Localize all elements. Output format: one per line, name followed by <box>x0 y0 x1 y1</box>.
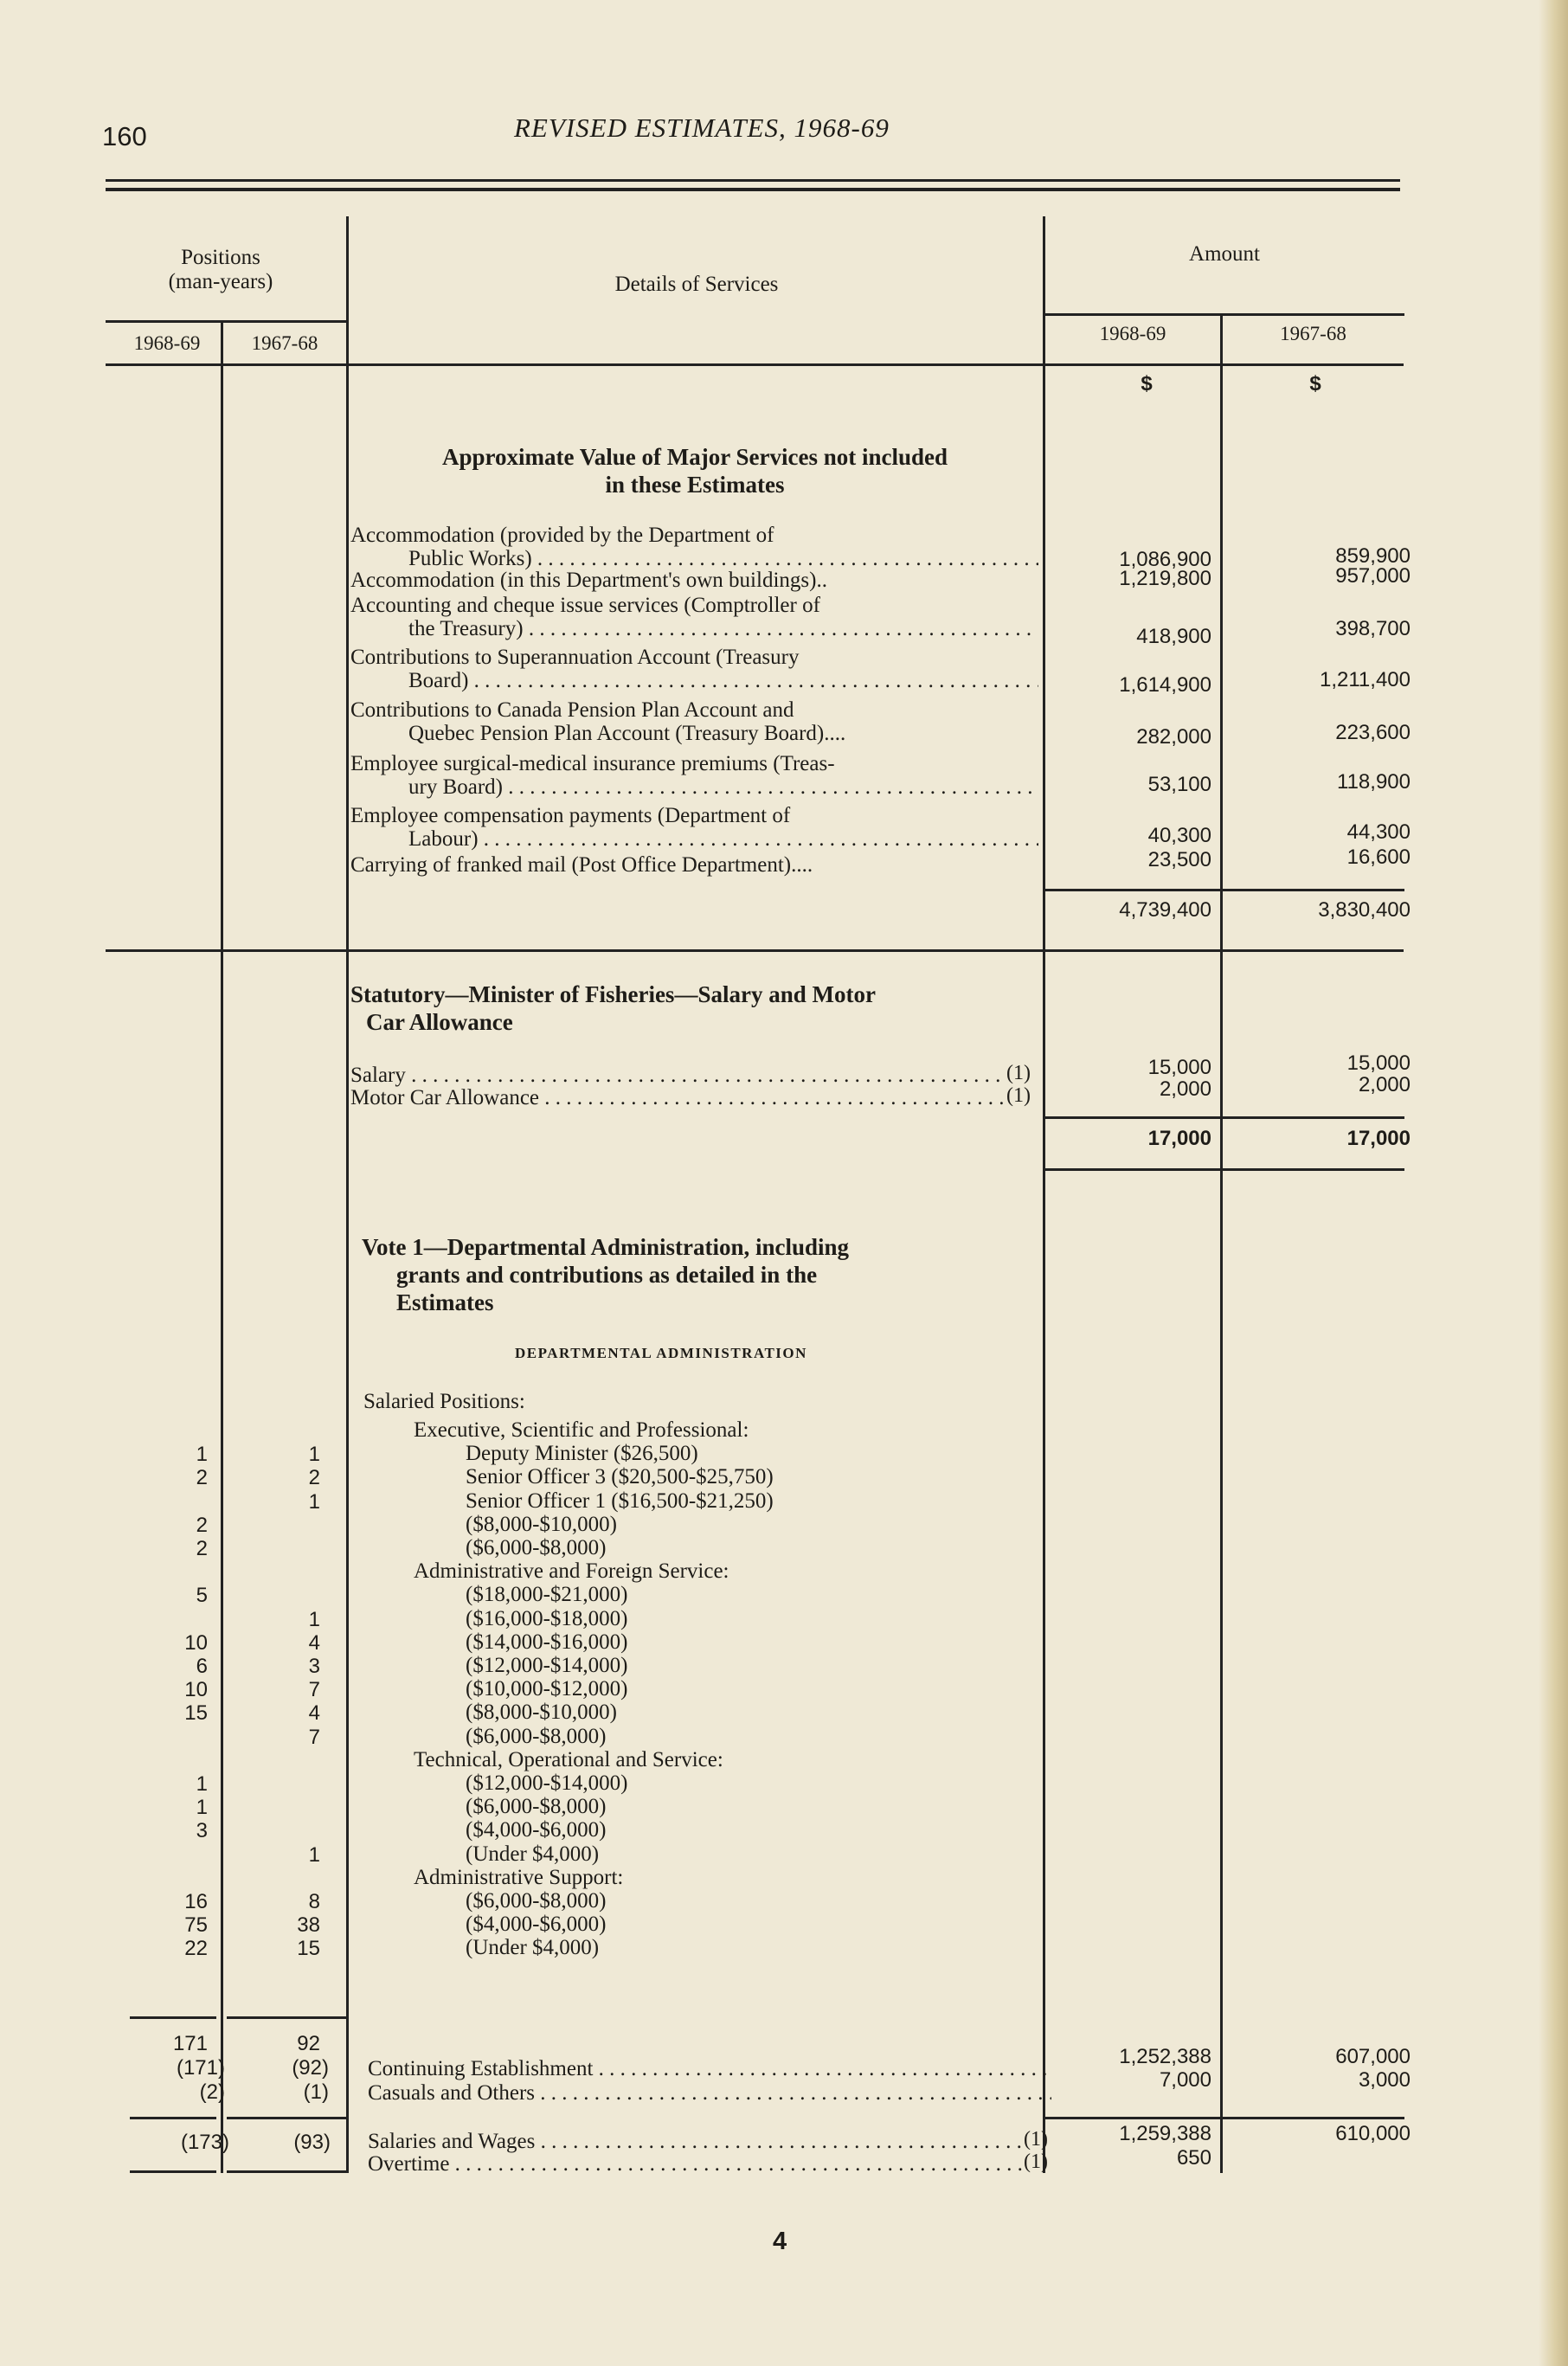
sec3-row-pos-1968: 2 <box>196 1514 208 1537</box>
top-rule-thick <box>106 188 1400 191</box>
sec3-row-pos-1967: 7 <box>308 1678 320 1701</box>
col-line-amounts <box>1220 313 1223 2173</box>
positions-header-rule <box>106 320 346 323</box>
ot-a: 650 <box>1176 2146 1211 2170</box>
header-positions-1967: 1967-68 <box>251 332 318 354</box>
sec3-row-pos-1967: 1 <box>308 1490 320 1514</box>
header-bottom-rule <box>106 363 1404 366</box>
cas-p2: (1) <box>303 2080 329 2104</box>
sec2-total-rule <box>1043 1116 1404 1119</box>
cont-label <box>368 2056 1051 2081</box>
sec1-row-7-b: 44,300 <box>1346 820 1411 844</box>
sec1-row-2-a: 1,219,800 <box>1119 567 1211 590</box>
running-title: REVISED ESTIMATES, 1968-69 <box>514 113 890 143</box>
sec1-row-4-b: 1,211,400 <box>1320 668 1411 691</box>
header-man-years: (man-years) <box>168 270 273 293</box>
sec2-title-line1: Statutory—Minister of Fisheries—Salary and Motor <box>350 981 876 1007</box>
sec1-total-b: 3,830,400 <box>1318 898 1411 922</box>
header-details: Details of Services <box>614 273 779 296</box>
sec3-subhead: DEPARTMENTAL ADMINISTRATION <box>515 1345 807 1361</box>
col-line-positions <box>221 320 223 2173</box>
sec2-row-1-label-text: Salary <box>350 1064 406 1087</box>
sec3-row-label: (Under $4,000) <box>466 1936 600 1959</box>
sec2-title-line2: Car Allowance <box>366 1009 513 1035</box>
sw-b: 610,000 <box>1335 2122 1411 2145</box>
cas-label-text: Casuals and Others <box>368 2081 536 2105</box>
sec3-row-label: ($12,000-$14,000) <box>466 1771 628 1795</box>
sec3-row-label: Senior Officer 1 ($16,500-$21,250) <box>466 1489 774 1513</box>
header-amount-1967: 1967-68 <box>1280 323 1346 344</box>
sec3-row-pos-1968: 15 <box>184 1701 208 1725</box>
sec2-bottom-rule <box>1043 1168 1404 1171</box>
sec1-row-6-line2-text: ury Board) <box>408 775 503 799</box>
sec1-row-6-line1: Employee surgical-medical insurance premiums (Treas- <box>350 752 835 775</box>
sec1-row-6-a: 53,100 <box>1147 773 1211 796</box>
amount-header-rule <box>1043 313 1404 316</box>
ot-rule-2 <box>227 2170 346 2173</box>
sec3-row-label: ($4,000-$6,000) <box>466 1818 607 1842</box>
sec1-row-8-b: 16,600 <box>1346 845 1411 869</box>
sec1-row-7-a: 40,300 <box>1147 824 1211 847</box>
sec2-row-1-ref: (1) <box>1006 1062 1031 1084</box>
ot-label-text: Overtime <box>368 2152 450 2176</box>
header-positions: Positions <box>181 246 260 269</box>
sec3-row-label: Senior Officer 3 ($20,500-$25,750) <box>466 1465 774 1488</box>
col-line-details-right <box>1043 216 1045 2173</box>
pos-total-rule-1 <box>130 2016 216 2019</box>
col-line-details-left <box>346 216 349 2173</box>
sec1-row-1-a: 1,086,900 <box>1119 548 1211 571</box>
sw-rule-amount <box>1043 2117 1404 2119</box>
sec3-row-label: ($6,000-$8,000) <box>466 1795 607 1818</box>
sec3-row-pos-1968: 2 <box>196 1537 208 1560</box>
sec3-row-label: Deputy Minister ($26,500) <box>466 1442 698 1465</box>
page-number: 160 <box>102 121 147 151</box>
page-edge-shadow <box>1539 0 1568 2366</box>
sec1-title-line1: Approximate Value of Major Services not included <box>442 444 948 470</box>
sec3-row-label: ($14,000-$16,000) <box>466 1630 628 1654</box>
sec3-row-pos-1968: 1 <box>196 1772 208 1796</box>
currency-1967: $ <box>1309 372 1321 395</box>
sec1-row-3-line2-text: the Treasury) <box>408 617 524 640</box>
sec3-row-pos-1967: 1 <box>308 1443 320 1466</box>
sec1-row-7-line2 <box>408 826 1038 852</box>
top-rule <box>106 179 1400 182</box>
sec1-row-2-b: 957,000 <box>1335 564 1411 588</box>
sec3-row-label: ($4,000-$6,000) <box>466 1913 607 1936</box>
header-amount: Amount <box>1189 242 1260 266</box>
sw-a: 1,259,388 <box>1119 2122 1211 2145</box>
sec3-row-label: Technical, Operational and Service: <box>414 1748 723 1771</box>
sec3-row-pos-1967: 3 <box>308 1655 320 1678</box>
header-amount-1968: 1968-69 <box>1099 323 1166 344</box>
sec3-row-pos-1967: 2 <box>308 1466 320 1489</box>
cont-b: 607,000 <box>1335 2045 1411 2068</box>
sec1-row-5-line1: Contributions to Canada Pension Plan Account and <box>350 698 794 722</box>
sec1-title <box>350 443 1040 498</box>
tot-p1: 171 <box>172 2032 208 2055</box>
sw-rule-1 <box>130 2117 216 2119</box>
sec3-row-pos-1968: 6 <box>196 1655 208 1678</box>
sec1-row-7-line2-text: Labour) <box>408 827 479 851</box>
sec3-salaried-label: Salaried Positions: <box>363 1390 525 1413</box>
sw-ref: (1) <box>1024 2128 1048 2151</box>
sec2-row-1-b: 15,000 <box>1346 1051 1411 1075</box>
sec3-title-line3: Estimates <box>396 1289 494 1315</box>
cas-a: 7,000 <box>1159 2068 1211 2092</box>
sec3-row-label: ($6,000-$8,000) <box>466 1725 607 1748</box>
sw-label-text: Salaries and Wages <box>368 2130 536 2153</box>
sec3-title-line2: grants and contributions as detailed in the <box>396 1262 818 1288</box>
sec3-row-pos-1967: 8 <box>308 1890 320 1913</box>
sec2-row-2-a: 2,000 <box>1159 1077 1211 1101</box>
sec1-row-3-line1: Accounting and cheque issue services (Comptroller of <box>350 594 820 617</box>
sec3-title <box>362 1233 1054 1316</box>
header-positions-1968: 1968-69 <box>133 332 201 354</box>
cont-p2: (92) <box>292 2056 329 2080</box>
sec3-row-pos-1967: 4 <box>308 1701 320 1725</box>
sec2-title <box>350 980 1043 1036</box>
sec1-row-5-b: 223,600 <box>1335 721 1411 744</box>
sec3-row-pos-1968: 3 <box>196 1819 208 1842</box>
sec3-title-line1: Vote 1—Departmental Administration, including <box>362 1234 850 1260</box>
sec2-row-2-label <box>350 1085 1006 1110</box>
sec3-row-pos-1967: 4 <box>308 1631 320 1655</box>
sec3-row-pos-1968: 75 <box>184 1913 208 1937</box>
sec1-row-3-a: 418,900 <box>1136 625 1211 648</box>
sw-label <box>368 2129 1024 2154</box>
sec2-total-a: 17,000 <box>1147 1127 1211 1150</box>
cont-label-text: Continuing Establishment <box>368 2057 594 2080</box>
cas-b: 3,000 <box>1358 2068 1411 2092</box>
sec3-row-pos-1968: 5 <box>196 1584 208 1607</box>
sec1-row-6-line2 <box>408 775 1038 800</box>
sec1-bottom-rule <box>106 949 1404 952</box>
sec3-row-pos-1968: 22 <box>184 1937 208 1960</box>
sec3-row-label: ($10,000-$12,000) <box>466 1677 628 1701</box>
sec1-row-7-line1: Employee compensation payments (Department of <box>350 804 791 827</box>
sec1-row-3-line2 <box>408 616 1038 641</box>
sw-p1: (173) <box>180 2131 229 2154</box>
sec3-row-pos-1967: 1 <box>308 1843 320 1867</box>
sec3-row-pos-1968: 16 <box>184 1890 208 1913</box>
sec3-row-pos-1968: 1 <box>196 1443 208 1466</box>
currency-1968: $ <box>1141 372 1153 395</box>
ot-label <box>368 2151 1024 2176</box>
cont-a: 1,252,388 <box>1119 2045 1211 2068</box>
sec3-row-label: Administrative and Foreign Service: <box>414 1559 729 1583</box>
sec3-row-pos-1967: 15 <box>297 1937 320 1960</box>
page-footer-number: 4 <box>773 2228 787 2255</box>
pos-total-rule-2 <box>227 2016 346 2019</box>
sec3-row-label: ($16,000-$18,000) <box>466 1607 628 1630</box>
sec3-row-label: ($18,000-$21,000) <box>466 1583 628 1606</box>
sec3-row-pos-1967: 38 <box>297 1913 320 1937</box>
sec1-row-3-b: 398,700 <box>1335 617 1411 640</box>
sec2-row-2-ref: (1) <box>1006 1084 1031 1107</box>
sec3-row-label: (Under $4,000) <box>466 1842 600 1866</box>
sec1-total-a: 4,739,400 <box>1119 898 1211 922</box>
sec1-row-4-line2-text: Board) <box>408 669 469 692</box>
sec3-row-label: ($8,000-$10,000) <box>466 1513 617 1536</box>
sec2-row-2-label-text: Motor Car Allowance <box>350 1086 540 1109</box>
sec1-row-1-line1: Accommodation (provided by the Department of <box>350 524 774 547</box>
sec2-row-2-b: 2,000 <box>1358 1073 1411 1096</box>
sec1-title-line2: in these Estimates <box>605 472 785 498</box>
sec1-row-1-line2-text: Public Works) <box>408 547 532 570</box>
sw-p2: (93) <box>293 2131 331 2154</box>
sec1-row-1-b: 859,900 <box>1335 544 1411 568</box>
sec3-row-label: Executive, Scientific and Professional: <box>414 1418 749 1442</box>
sw-rule-2 <box>227 2117 346 2119</box>
tot-p2: 92 <box>297 2032 320 2055</box>
sec1-row-6-b: 118,900 <box>1337 770 1411 794</box>
sec2-row-1-a: 15,000 <box>1147 1056 1211 1079</box>
sec3-row-label: ($8,000-$10,000) <box>466 1701 617 1724</box>
sec3-row-pos-1968: 10 <box>184 1678 208 1701</box>
sec3-row-label: ($12,000-$14,000) <box>466 1654 628 1677</box>
ot-ref: (1) <box>1024 2151 1048 2173</box>
ot-rule-1 <box>130 2170 216 2173</box>
cas-label <box>368 2080 1051 2106</box>
sec1-row-4-line1: Contributions to Superannuation Account (Treasury <box>350 646 800 669</box>
sec1-row-2-line1: Accommodation (in this Department's own buildings).. <box>350 569 827 592</box>
sec3-row-pos-1968: 10 <box>184 1631 208 1655</box>
sec1-row-5-line2: Quebec Pension Plan Account (Treasury Board).... <box>408 722 846 745</box>
sec1-row-5-a: 282,000 <box>1136 725 1211 749</box>
sec3-row-label: ($6,000-$8,000) <box>466 1889 607 1913</box>
sec1-row-4-a: 1,614,900 <box>1119 673 1211 697</box>
sec3-row-pos-1967: 7 <box>308 1726 320 1749</box>
sec3-row-pos-1968: 1 <box>196 1796 208 1819</box>
cas-p1: (2) <box>199 2080 225 2104</box>
sec3-row-label: ($6,000-$8,000) <box>466 1536 607 1559</box>
sec3-row-pos-1968: 2 <box>196 1466 208 1489</box>
sec2-row-1-label <box>350 1063 1006 1088</box>
sec2-total-b: 17,000 <box>1346 1127 1411 1150</box>
sec1-row-8-line1: Carrying of franked mail (Post Office Department).... <box>350 853 813 877</box>
sec3-row-pos-1967: 1 <box>308 1608 320 1631</box>
sec3-row-label: Administrative Support: <box>414 1866 624 1889</box>
cont-p1: (171) <box>176 2056 225 2080</box>
sec1-total-rule <box>1043 889 1404 891</box>
sec1-row-8-a: 23,500 <box>1147 848 1211 871</box>
sec1-row-4-line2 <box>408 668 1038 693</box>
